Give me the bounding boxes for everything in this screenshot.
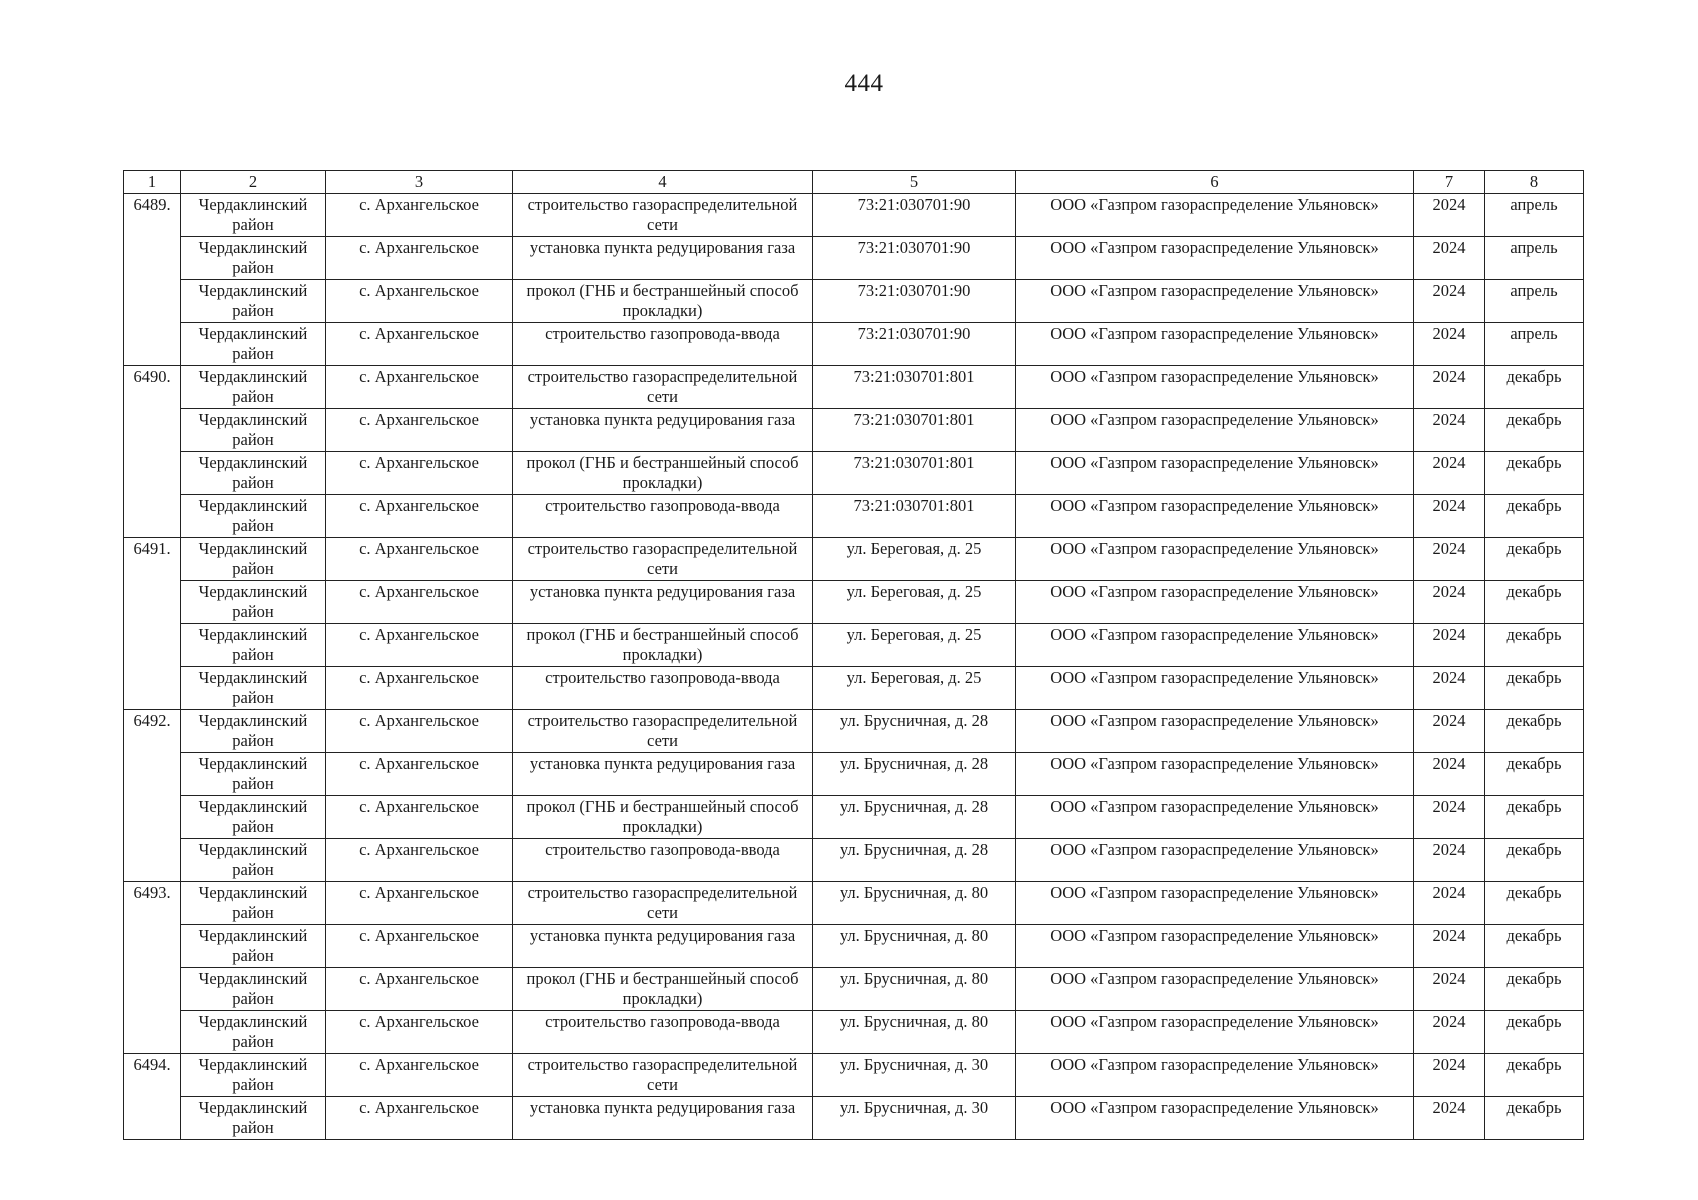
year-cell: 2024 <box>1414 366 1485 409</box>
district-cell: Чердаклинский район <box>181 624 326 667</box>
organization-cell: ООО «Газпром газораспределение Ульяновск» <box>1016 237 1414 280</box>
district-cell: Чердаклинский район <box>181 1097 326 1140</box>
month-cell: декабрь <box>1485 968 1584 1011</box>
table-row <box>124 624 1584 667</box>
locality-cell: с. Архангельское <box>326 1097 513 1140</box>
month-cell: декабрь <box>1485 710 1584 753</box>
cadastral-cell: ул. Брусничная, д. 80 <box>813 1011 1016 1054</box>
work-type-cell: строительство газораспределительной сети <box>513 194 813 237</box>
header-col-8: 8 <box>1485 171 1584 194</box>
year-cell: 2024 <box>1414 280 1485 323</box>
cadastral-cell: ул. Береговая, д. 25 <box>813 667 1016 710</box>
year-cell: 2024 <box>1414 323 1485 366</box>
locality-cell: с. Архангельское <box>326 882 513 925</box>
district-cell: Чердаклинский район <box>181 194 326 237</box>
district-cell: Чердаклинский район <box>181 839 326 882</box>
organization-cell: ООО «Газпром газораспределение Ульяновск» <box>1016 194 1414 237</box>
district-cell: Чердаклинский район <box>181 882 326 925</box>
district-cell: Чердаклинский район <box>181 237 326 280</box>
district-cell: Чердаклинский район <box>181 280 326 323</box>
district-cell: Чердаклинский район <box>181 968 326 1011</box>
work-type-cell: строительство газопровода-ввода <box>513 495 813 538</box>
year-cell: 2024 <box>1414 796 1485 839</box>
cadastral-cell: ул. Брусничная, д. 28 <box>813 710 1016 753</box>
year-cell: 2024 <box>1414 237 1485 280</box>
header-col-1: 1 <box>124 171 181 194</box>
organization-cell: ООО «Газпром газораспределение Ульяновск» <box>1016 710 1414 753</box>
locality-cell: с. Архангельское <box>326 194 513 237</box>
year-cell: 2024 <box>1414 839 1485 882</box>
table-row <box>124 581 1584 624</box>
table-row <box>124 1097 1584 1140</box>
organization-cell: ООО «Газпром газораспределение Ульяновск» <box>1016 495 1414 538</box>
work-type-cell: установка пункта редуцирования газа <box>513 1097 813 1140</box>
work-type-cell: прокол (ГНБ и бестраншейный способ прокладки) <box>513 624 813 667</box>
year-cell: 2024 <box>1414 495 1485 538</box>
year-cell: 2024 <box>1414 409 1485 452</box>
month-cell: апрель <box>1485 237 1584 280</box>
locality-cell: с. Архангельское <box>326 968 513 1011</box>
district-cell: Чердаклинский район <box>181 581 326 624</box>
cadastral-cell: 73:21:030701:90 <box>813 280 1016 323</box>
work-type-cell: строительство газораспределительной сети <box>513 538 813 581</box>
cadastral-cell: 73:21:030701:90 <box>813 237 1016 280</box>
locality-cell: с. Архангельское <box>326 753 513 796</box>
organization-cell: ООО «Газпром газораспределение Ульяновск» <box>1016 409 1414 452</box>
table-row <box>124 882 1584 925</box>
month-cell: декабрь <box>1485 1097 1584 1140</box>
locality-cell: с. Архангельское <box>326 452 513 495</box>
header-col-7: 7 <box>1414 171 1485 194</box>
district-cell: Чердаклинский район <box>181 323 326 366</box>
table-row <box>124 323 1584 366</box>
work-type-cell: строительство газопровода-ввода <box>513 667 813 710</box>
cadastral-cell: ул. Брусничная, д. 80 <box>813 968 1016 1011</box>
header-col-4: 4 <box>513 171 813 194</box>
page-number: 444 <box>844 70 884 97</box>
work-type-cell: строительство газопровода-ввода <box>513 839 813 882</box>
header-col-6: 6 <box>1016 171 1414 194</box>
header-col-3: 3 <box>326 171 513 194</box>
month-cell: апрель <box>1485 194 1584 237</box>
district-cell: Чердаклинский район <box>181 538 326 581</box>
month-cell: апрель <box>1485 323 1584 366</box>
work-type-cell: прокол (ГНБ и бестраншейный способ прокладки) <box>513 452 813 495</box>
locality-cell: с. Архангельское <box>326 323 513 366</box>
locality-cell: с. Архангельское <box>326 624 513 667</box>
cadastral-cell: ул. Береговая, д. 25 <box>813 624 1016 667</box>
cadastral-cell: 73:21:030701:801 <box>813 452 1016 495</box>
organization-cell: ООО «Газпром газораспределение Ульяновск» <box>1016 1011 1414 1054</box>
work-type-cell: установка пункта редуцирования газа <box>513 409 813 452</box>
year-cell: 2024 <box>1414 753 1485 796</box>
district-cell: Чердаклинский район <box>181 452 326 495</box>
cadastral-cell: 73:21:030701:801 <box>813 366 1016 409</box>
month-cell: декабрь <box>1485 667 1584 710</box>
organization-cell: ООО «Газпром газораспределение Ульяновск» <box>1016 667 1414 710</box>
work-type-cell: строительство газопровода-ввода <box>513 323 813 366</box>
registry-table <box>123 170 1584 1140</box>
organization-cell: ООО «Газпром газораспределение Ульяновск» <box>1016 968 1414 1011</box>
organization-cell: ООО «Газпром газораспределение Ульяновск» <box>1016 624 1414 667</box>
table-header <box>124 171 1584 194</box>
cadastral-cell: 73:21:030701:90 <box>813 194 1016 237</box>
year-cell: 2024 <box>1414 667 1485 710</box>
table-row <box>124 1054 1584 1097</box>
table-row <box>124 452 1584 495</box>
district-cell: Чердаклинский район <box>181 796 326 839</box>
organization-cell: ООО «Газпром газораспределение Ульяновск» <box>1016 538 1414 581</box>
month-cell: декабрь <box>1485 538 1584 581</box>
year-cell: 2024 <box>1414 194 1485 237</box>
table-row <box>124 796 1584 839</box>
locality-cell: с. Архангельское <box>326 495 513 538</box>
organization-cell: ООО «Газпром газораспределение Ульяновск» <box>1016 839 1414 882</box>
organization-cell: ООО «Газпром газораспределение Ульяновск» <box>1016 1054 1414 1097</box>
table-row <box>124 710 1584 753</box>
entry-number-cell: 6493. <box>124 882 181 1054</box>
district-cell: Чердаклинский район <box>181 667 326 710</box>
district-cell: Чердаклинский район <box>181 925 326 968</box>
year-cell: 2024 <box>1414 710 1485 753</box>
locality-cell: с. Архангельское <box>326 839 513 882</box>
organization-cell: ООО «Газпром газораспределение Ульяновск» <box>1016 882 1414 925</box>
cadastral-cell: ул. Брусничная, д. 80 <box>813 882 1016 925</box>
organization-cell: ООО «Газпром газораспределение Ульяновск» <box>1016 366 1414 409</box>
organization-cell: ООО «Газпром газораспределение Ульяновск» <box>1016 581 1414 624</box>
table-row <box>124 839 1584 882</box>
year-cell: 2024 <box>1414 452 1485 495</box>
district-cell: Чердаклинский район <box>181 1011 326 1054</box>
month-cell: декабрь <box>1485 796 1584 839</box>
cadastral-cell: ул. Брусничная, д. 30 <box>813 1097 1016 1140</box>
organization-cell: ООО «Газпром газораспределение Ульяновск» <box>1016 753 1414 796</box>
entry-number-cell: 6489. <box>124 194 181 366</box>
year-cell: 2024 <box>1414 1054 1485 1097</box>
month-cell: декабрь <box>1485 753 1584 796</box>
table-row <box>124 495 1584 538</box>
work-type-cell: прокол (ГНБ и бестраншейный способ прокладки) <box>513 968 813 1011</box>
month-cell: декабрь <box>1485 1054 1584 1097</box>
entry-number-cell: 6491. <box>124 538 181 710</box>
locality-cell: с. Архангельское <box>326 409 513 452</box>
locality-cell: с. Архангельское <box>326 1011 513 1054</box>
entry-number-cell: 6494. <box>124 1054 181 1140</box>
organization-cell: ООО «Газпром газораспределение Ульяновск» <box>1016 323 1414 366</box>
table-row <box>124 925 1584 968</box>
locality-cell: с. Архангельское <box>326 280 513 323</box>
month-cell: декабрь <box>1485 839 1584 882</box>
locality-cell: с. Архангельское <box>326 538 513 581</box>
district-cell: Чердаклинский район <box>181 753 326 796</box>
table-row <box>124 366 1584 409</box>
header-col-2: 2 <box>181 171 326 194</box>
table-row <box>124 538 1584 581</box>
header-row <box>124 171 1584 194</box>
locality-cell: с. Архангельское <box>326 1054 513 1097</box>
month-cell: декабрь <box>1485 581 1584 624</box>
table-row <box>124 968 1584 1011</box>
entry-number-cell: 6492. <box>124 710 181 882</box>
month-cell: декабрь <box>1485 1011 1584 1054</box>
work-type-cell: строительство газораспределительной сети <box>513 1054 813 1097</box>
work-type-cell: строительство газораспределительной сети <box>513 882 813 925</box>
month-cell: апрель <box>1485 280 1584 323</box>
table-body <box>124 194 1584 1140</box>
locality-cell: с. Архангельское <box>326 237 513 280</box>
table-row <box>124 753 1584 796</box>
table-row <box>124 667 1584 710</box>
organization-cell: ООО «Газпром газораспределение Ульяновск» <box>1016 925 1414 968</box>
work-type-cell: строительство газораспределительной сети <box>513 366 813 409</box>
district-cell: Чердаклинский район <box>181 409 326 452</box>
organization-cell: ООО «Газпром газораспределение Ульяновск» <box>1016 796 1414 839</box>
cadastral-cell: ул. Брусничная, д. 28 <box>813 796 1016 839</box>
cadastral-cell: 73:21:030701:801 <box>813 495 1016 538</box>
table-row <box>124 194 1584 237</box>
year-cell: 2024 <box>1414 624 1485 667</box>
district-cell: Чердаклинский район <box>181 366 326 409</box>
district-cell: Чердаклинский район <box>181 710 326 753</box>
month-cell: декабрь <box>1485 409 1584 452</box>
entry-number-cell: 6490. <box>124 366 181 538</box>
year-cell: 2024 <box>1414 1011 1485 1054</box>
month-cell: декабрь <box>1485 624 1584 667</box>
work-type-cell: строительство газораспределительной сети <box>513 710 813 753</box>
locality-cell: с. Архангельское <box>326 710 513 753</box>
table-row <box>124 409 1584 452</box>
month-cell: декабрь <box>1485 495 1584 538</box>
year-cell: 2024 <box>1414 1097 1485 1140</box>
cadastral-cell: ул. Брусничная, д. 30 <box>813 1054 1016 1097</box>
year-cell: 2024 <box>1414 882 1485 925</box>
work-type-cell: установка пункта редуцирования газа <box>513 581 813 624</box>
month-cell: декабрь <box>1485 452 1584 495</box>
month-cell: декабрь <box>1485 366 1584 409</box>
organization-cell: ООО «Газпром газораспределение Ульяновск» <box>1016 280 1414 323</box>
organization-cell: ООО «Газпром газораспределение Ульяновск» <box>1016 1097 1414 1140</box>
district-cell: Чердаклинский район <box>181 495 326 538</box>
table-row <box>124 1011 1584 1054</box>
locality-cell: с. Архангельское <box>326 925 513 968</box>
locality-cell: с. Архангельское <box>326 667 513 710</box>
cadastral-cell: ул. Береговая, д. 25 <box>813 581 1016 624</box>
table-row <box>124 280 1584 323</box>
cadastral-cell: 73:21:030701:90 <box>813 323 1016 366</box>
cadastral-cell: ул. Брусничная, д. 80 <box>813 925 1016 968</box>
district-cell: Чердаклинский район <box>181 1054 326 1097</box>
year-cell: 2024 <box>1414 925 1485 968</box>
month-cell: декабрь <box>1485 882 1584 925</box>
work-type-cell: установка пункта редуцирования газа <box>513 237 813 280</box>
work-type-cell: прокол (ГНБ и бестраншейный способ прокладки) <box>513 796 813 839</box>
locality-cell: с. Архангельское <box>326 366 513 409</box>
header-col-5: 5 <box>813 171 1016 194</box>
month-cell: декабрь <box>1485 925 1584 968</box>
year-cell: 2024 <box>1414 538 1485 581</box>
table-row <box>124 237 1584 280</box>
cadastral-cell: ул. Брусничная, д. 28 <box>813 839 1016 882</box>
work-type-cell: установка пункта редуцирования газа <box>513 753 813 796</box>
organization-cell: ООО «Газпром газораспределение Ульяновск» <box>1016 452 1414 495</box>
work-type-cell: строительство газопровода-ввода <box>513 1011 813 1054</box>
work-type-cell: установка пункта редуцирования газа <box>513 925 813 968</box>
year-cell: 2024 <box>1414 968 1485 1011</box>
locality-cell: с. Архангельское <box>326 796 513 839</box>
work-type-cell: прокол (ГНБ и бестраншейный способ прокладки) <box>513 280 813 323</box>
year-cell: 2024 <box>1414 581 1485 624</box>
cadastral-cell: ул. Брусничная, д. 28 <box>813 753 1016 796</box>
locality-cell: с. Архангельское <box>326 581 513 624</box>
cadastral-cell: ул. Береговая, д. 25 <box>813 538 1016 581</box>
cadastral-cell: 73:21:030701:801 <box>813 409 1016 452</box>
